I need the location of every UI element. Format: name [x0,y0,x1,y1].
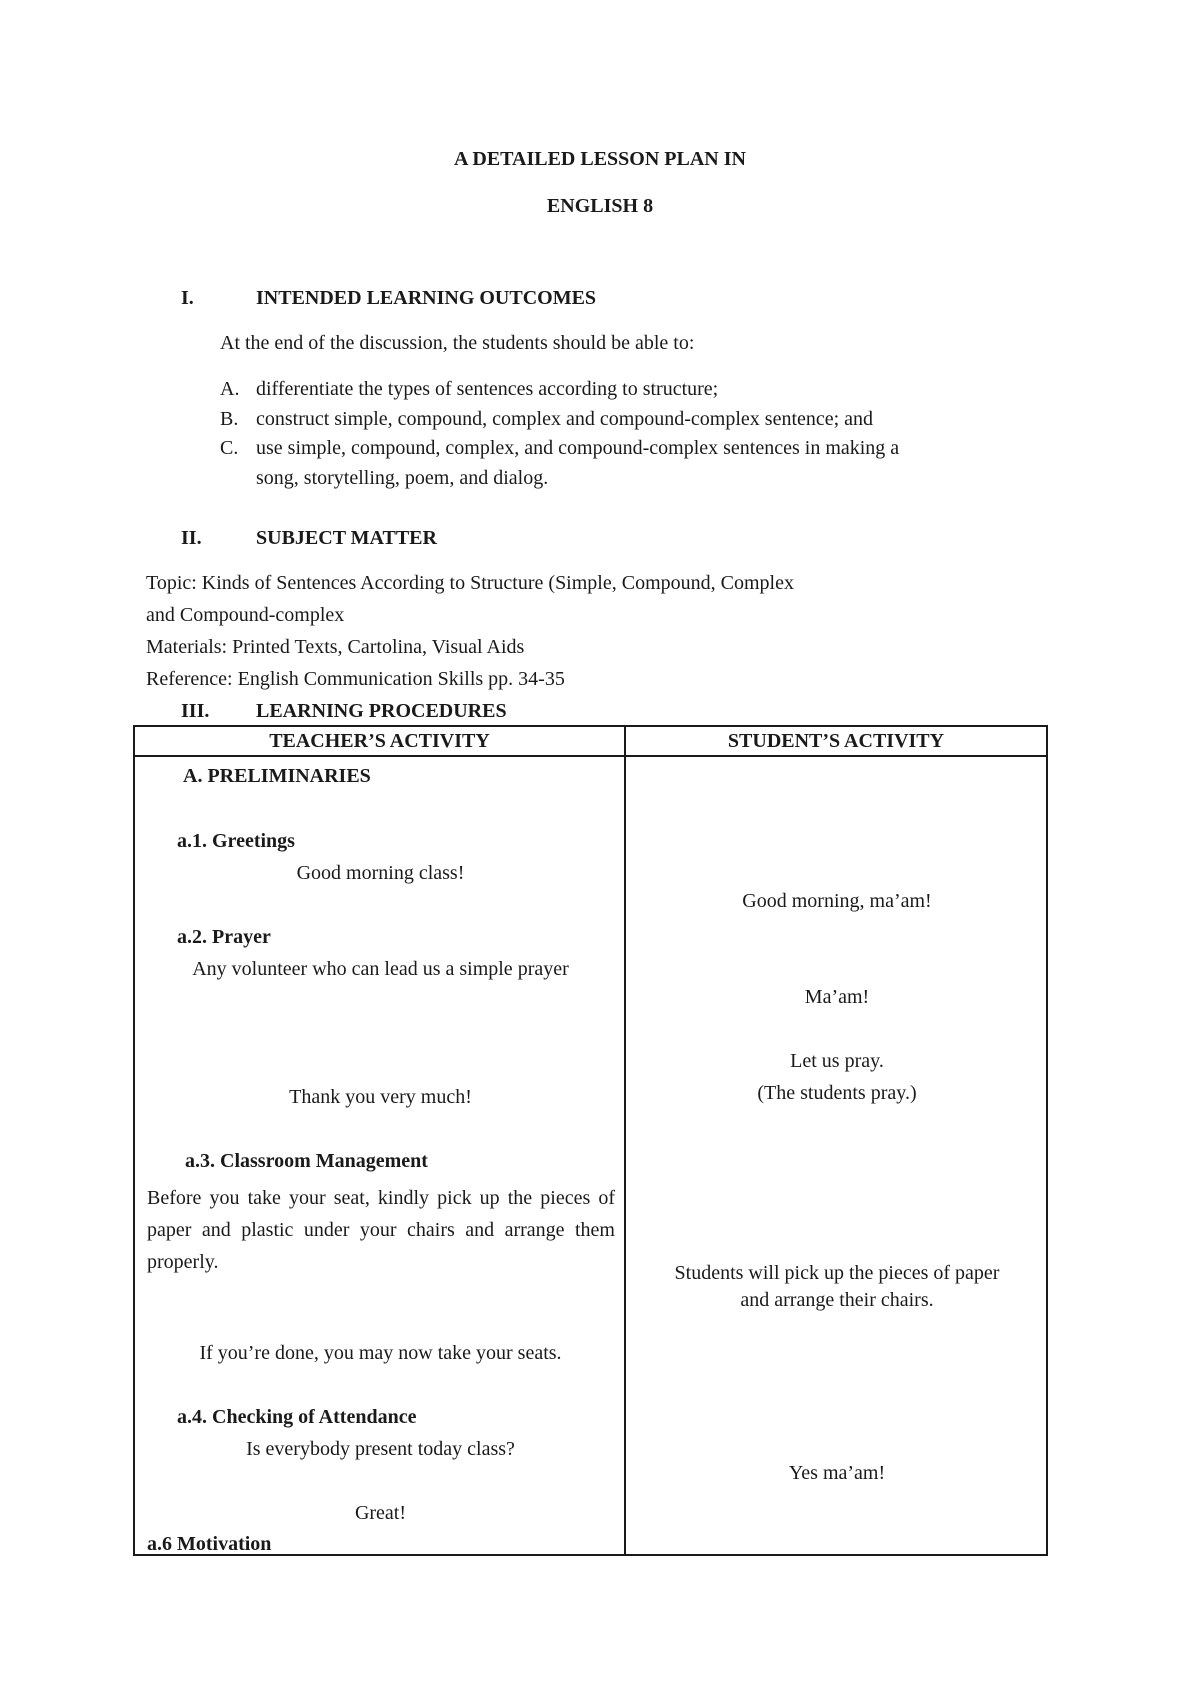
section1-intro: At the end of the discussion, the students should be able to: [220,332,695,354]
topic-line1: Topic: Kinds of Sentences According to Structure (Simple, Compound, Complex [146,572,794,594]
student-activity-cell [625,756,1047,1555]
take-seats-text: If you’re done, you may now take your seats. [199,1342,562,1364]
prayer-heading: a.2. Prayer [177,926,271,948]
topic-line2: and Compound-complex [146,604,345,626]
greetings-heading: a.1. Greetings [177,830,295,852]
prayer-text: Any volunteer who can lead us a simple prayer [192,958,569,980]
outcome-text-continuation: song, storytelling, poem, and dialog. [256,467,549,489]
pickup-line2: and arrange their chairs. [740,1289,934,1311]
table-body-row [134,756,1047,1555]
greetings-text: Good morning class! [296,862,465,884]
section1-heading: INTENDED LEARNING OUTCOMES [256,287,597,309]
thank-you-text: Thank you very much! [289,1086,472,1108]
learning-procedures-table [133,725,1048,1556]
materials-line: Materials: Printed Texts, Cartolina, Visual Aids [146,636,525,658]
let-us-pray-reply: Let us pray. [790,1050,884,1072]
outcome-text: differentiate the types of sentences according to structure; [256,378,719,400]
outcome-letter: A. [220,378,240,400]
outcome-text: use simple, compound, complex, and compound-complex sentences in making a [256,437,900,459]
teacher-activity-cell [134,756,625,1555]
attendance-text: Is everybody present today class? [246,1438,515,1460]
preliminaries-heading: A. PRELIMINARIES [183,765,371,787]
outcome-text: construct simple, compound, complex and compound-complex sentence; and [256,408,874,430]
maam-reply: Ma’am! [804,986,870,1008]
classroom-management-text: Before you take your seat, kindly pick up the pieces of paper and plastic under your chairs and arrange them properly. [147,1187,615,1273]
outcome-letter: C. [220,437,239,459]
reference-line: Reference: English Communication Skills pp. 34-35 [146,668,565,690]
table-header-row [134,726,1047,756]
students-pray-note: (The students pray.) [757,1082,917,1104]
motivation-heading: a.6 Motivation [147,1533,272,1555]
section2-numeral: II. [181,527,202,549]
classroom-management-heading: a.3. Classroom Management [185,1150,428,1172]
document-title-line1: A DETAILED LESSON PLAN IN [454,148,746,170]
attendance-heading: a.4. Checking of Attendance [177,1406,417,1428]
teacher-activity-header: TEACHER’S ACTIVITY [134,726,625,756]
section3-heading: LEARNING PROCEDURES [256,700,507,722]
document-title-line2: ENGLISH 8 [546,195,654,217]
greeting-reply: Good morning, ma’am! [742,890,932,912]
yes-maam-reply: Yes ma’am! [788,1462,886,1484]
outcome-letter: B. [220,408,239,430]
section1-numeral: I. [181,287,194,309]
great-text: Great! [354,1502,407,1524]
pickup-line1: Students will pick up the pieces of paper [674,1262,1000,1284]
section3-numeral: III. [181,700,210,722]
section2-heading: SUBJECT MATTER [256,527,437,549]
student-activity-header: STUDENT’S ACTIVITY [625,726,1047,756]
